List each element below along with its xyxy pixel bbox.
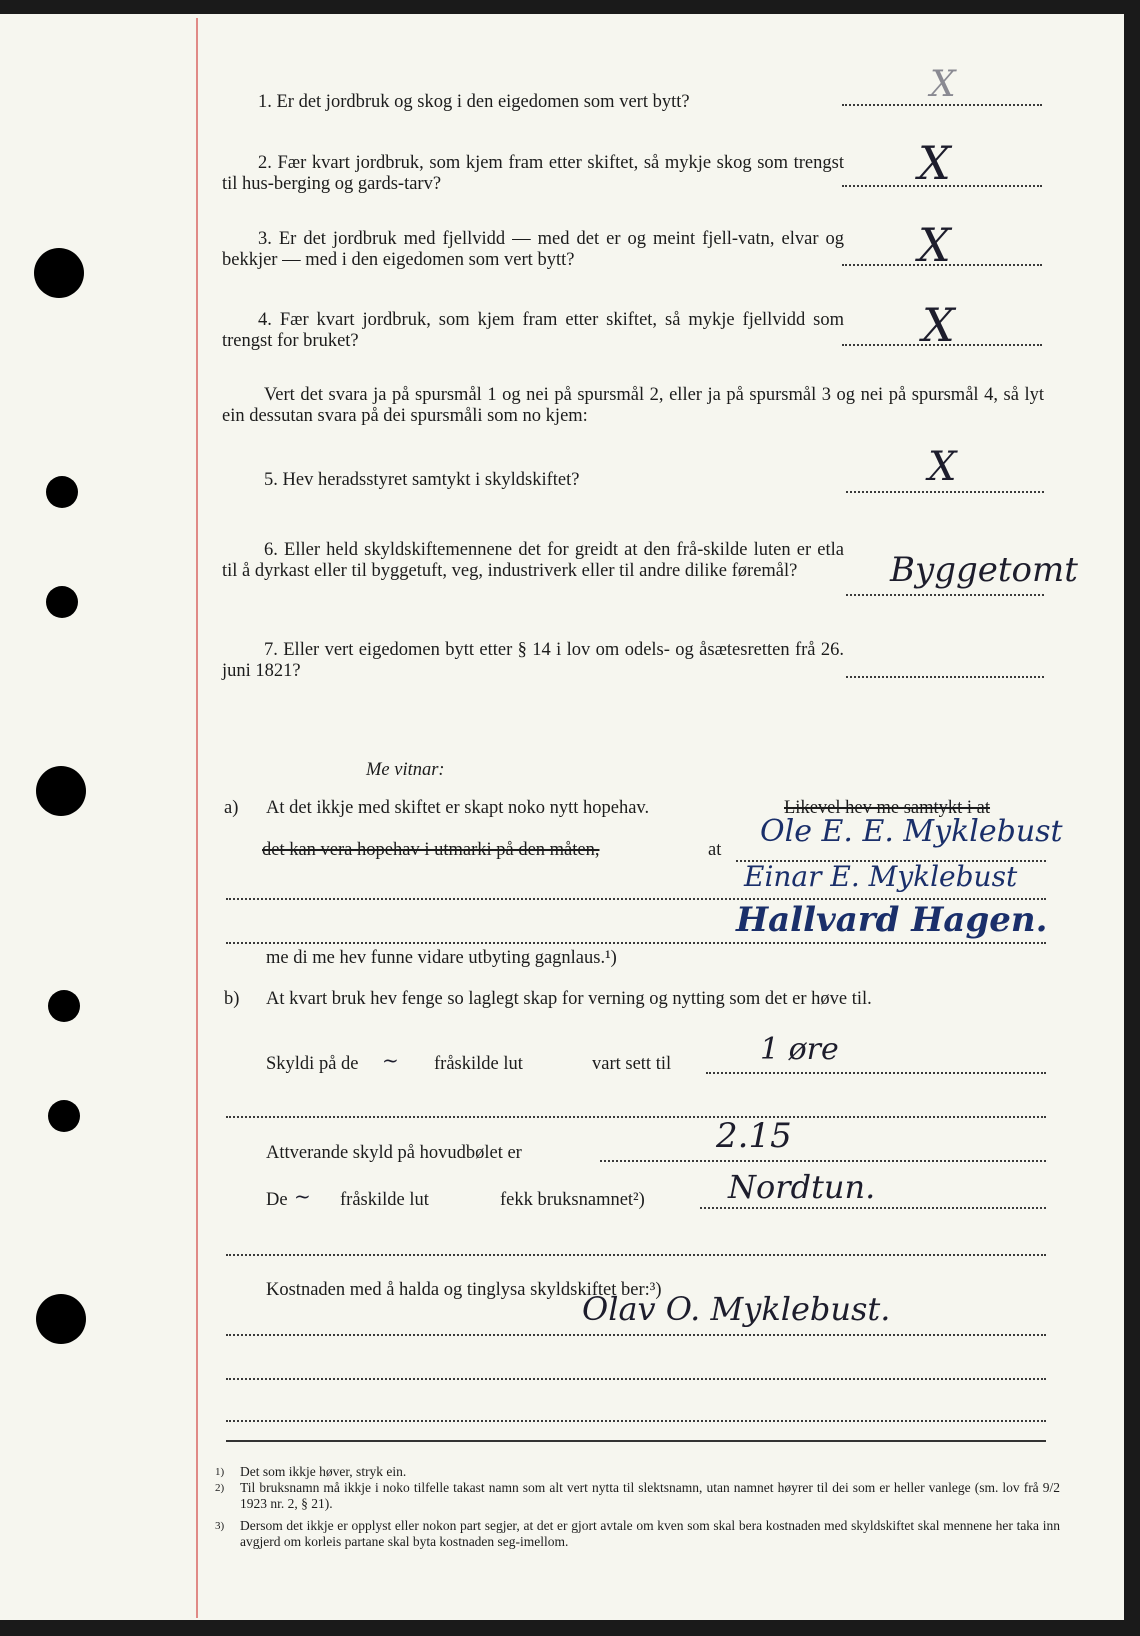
punch-hole <box>48 1100 80 1132</box>
margin-rule <box>196 18 198 1618</box>
answer-line-7 <box>846 676 1044 678</box>
punch-hole <box>36 766 86 816</box>
punch-hole <box>48 990 80 1022</box>
footnote-3-mark: 3) <box>215 1520 225 1532</box>
skyld-label-1: Skyldi på de <box>266 1054 359 1074</box>
witness-b-text: At kvart bruk hev fenge so laglegt skap for verning og nytting som det er høve til. <box>266 989 872 1009</box>
conditional-note: Vert det svara ja på spursmål 1 og nei på spursmål 2, eller ja på spursmål 3 og nei på spursmål 4, så lyt ein dessutan svara på dei spursmåli som no kjem: <box>222 385 1044 426</box>
attv-label: Attverande skyld på hovudbølet er <box>266 1143 522 1163</box>
witness-a-at: at <box>708 840 722 860</box>
answer-3: X <box>918 218 951 272</box>
bruksnamn-value: Nordtun. <box>728 1168 876 1206</box>
skyld-label-2: fråskilde lut <box>434 1054 523 1074</box>
answer-6: Byggetomt <box>890 550 1078 590</box>
footnote-3-text: Dersom det ikkje er opplyst eller nokon part segjer, at det er gjort avtale om kven som skal bera kostnaden med skyldskiftet skal mennene her taka inn avgjerd om korleis partane skal byta kostnaden seg-imellom. <box>240 1518 1060 1549</box>
witness-a-text: At det ikkje med skiftet er skapt noko nytt hopehav. <box>266 798 650 818</box>
answer-2: X <box>918 136 951 190</box>
question-1: 1. Er det jordbruk og skog i den eigedomen som vert bytt? <box>258 92 690 112</box>
blank-line-3 <box>226 1378 1046 1380</box>
question-3: 3. Er det jordbruk med fjellvidd — med det er og meint fjell-vatn, elvar og bekkjer — med i den eigedomen som vert bytt? <box>222 229 844 270</box>
witness-a-struck-2: det kan vera hopehav i utmarki på den måten, <box>262 840 600 860</box>
cost-label: Kostnaden med å halda og tinglysa skyldskiftet ber:³) <box>266 1280 662 1300</box>
answer-line-5 <box>846 491 1044 493</box>
question-2: 2. Fær kvart jordbruk, som kjem fram etter skiftet, så mykje skog som trengst til hus-berging og gards-tarv? <box>222 153 844 194</box>
footnote-1-mark: 1) <box>215 1466 225 1478</box>
footnote-1 <box>215 1464 1060 1480</box>
witness-a-struck-1: Likevel hev me samtykt i at <box>784 798 991 818</box>
question-5: 5. Hev heradsstyret samtykt i skyldskiftet? <box>264 470 580 490</box>
punch-hole <box>46 476 78 508</box>
blank-line-2 <box>226 1254 1046 1256</box>
question-4: 4. Fær kvart jordbruk, som kjem fram etter skiftet, så mykje fjellvidd som trengst for bruket? <box>222 310 844 351</box>
question-7: 7. Eller vert eigedomen bytt etter § 14 i lov om odels- og åsætesretten frå 26. juni 1821? <box>222 640 844 681</box>
answer-5: X <box>928 444 957 490</box>
signature-2: Einar E. Myklebust <box>744 860 1018 893</box>
attv-value-line <box>600 1160 1046 1162</box>
form-page <box>0 14 1124 1620</box>
cost-value-line <box>226 1334 1046 1336</box>
bruksnamn-value-line <box>700 1207 1046 1209</box>
footnote-1-text: Det som ikkje høver, stryk ein. <box>240 1464 407 1479</box>
punch-hole <box>34 248 84 298</box>
blank-line-1 <box>226 1116 1046 1118</box>
answer-4: X <box>922 298 955 352</box>
footnote-2-text: Til bruksnamn må ikkje i noko tilfelle takast namn som alt vert nytta til slektsnamn, utan namnet høyrer til dei som er heller vanlege (sm. lov frå 9/2 1923 nr. 2, § 21). <box>240 1480 1060 1511</box>
skyld-value: 1 øre <box>760 1032 839 1067</box>
bruksnamn-label-1: De <box>266 1190 288 1210</box>
footnote-2-mark: 2) <box>215 1482 225 1494</box>
punch-hole <box>36 1294 86 1344</box>
skyld-value-line <box>706 1072 1046 1074</box>
footnote-3 <box>215 1518 1060 1550</box>
bruksnamn-label-2: fråskilde lut <box>340 1190 429 1210</box>
attv-value: 2.15 <box>716 1116 792 1156</box>
skyld-strike-mark: ~ <box>382 1048 399 1072</box>
signature-1: Ole E. E. Myklebust <box>760 814 1063 849</box>
footnote-2 <box>215 1480 1060 1512</box>
witness-a-label: a) <box>224 798 239 818</box>
punch-hole <box>46 586 78 618</box>
witness-heading: Me vitnar: <box>366 760 445 780</box>
signature-3: Hallvard Hagen. <box>736 900 1048 940</box>
signature-line-3 <box>226 942 1046 944</box>
question-6: 6. Eller held skyldskiftemennene det for greidt at den frå-skilde luten er etla til å dyrkast eller til byggetuft, veg, industriverk eller til andre dilike føremål? <box>222 540 844 581</box>
footnote-rule <box>226 1440 1046 1442</box>
bruksnamn-label-3: fekk bruksnamnet²) <box>500 1190 645 1210</box>
cost-value: Olav O. Myklebust. <box>582 1290 891 1328</box>
skyld-label-3: vart sett til <box>592 1054 672 1074</box>
witness-a-end: me di me hev funne vidare utbyting gagnlaus.¹) <box>266 948 617 968</box>
bruksnamn-strike-mark: ~ <box>294 1184 311 1208</box>
answer-1: X <box>930 64 956 105</box>
answer-line-6 <box>846 594 1044 596</box>
blank-line-4 <box>226 1420 1046 1422</box>
witness-b-label: b) <box>224 989 240 1009</box>
